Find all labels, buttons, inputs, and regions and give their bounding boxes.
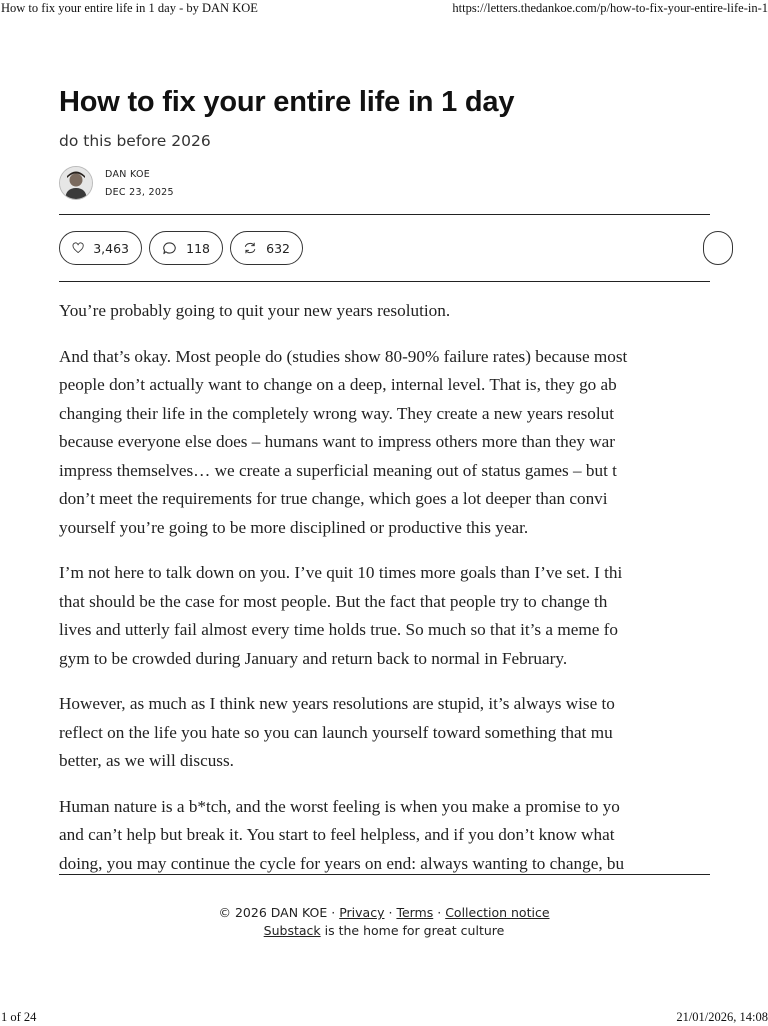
privacy-link[interactable]: Privacy [339, 905, 385, 920]
divider [59, 214, 710, 215]
print-header [0, 1, 768, 17]
restack-arrows-icon [243, 240, 257, 256]
author-name[interactable]: DAN KOE [105, 169, 151, 180]
restack-count: 632 [266, 240, 290, 256]
article-header [59, 84, 710, 206]
paragraph: And that’s okay. Most people do (studies show 80-90% failure rates) because most people don’t actually want to change on a deep, internal level. That is, they go ab changing their life in the completely wrong way. They create a new years resolut because everyone else does – humans want to impress others more than they war impress themselves… we create a superficial meaning out of status games – but t don’t meet the requirements for true change, which goes a lot deeper than convi yourself you’re going to be more disciplined or productive this year. [59, 346, 628, 537]
heart-icon [72, 240, 84, 256]
comment-count: 118 [186, 240, 210, 256]
paragraph: However, as much as I think new years resolutions are stupid, it’s always wise to reflect on the life you hate so you can launch yourself toward something that mu better, as we will discuss. [59, 694, 615, 770]
terms-link[interactable]: Terms [396, 905, 434, 920]
tagline: is the home for great culture [324, 923, 505, 938]
substack-link[interactable]: Substack [263, 923, 321, 938]
print-timestamp: 21/01/2026, 14:08 [676, 1010, 768, 1024]
copyright-text: © 2026 DAN KOE · [218, 905, 336, 920]
page-number: 1 of 24 [1, 1010, 37, 1024]
restack-button[interactable] [230, 231, 303, 265]
site-footer: © 2026 DAN KOE · Privacy · Terms · Collection notice Substack is the home for great culture [218, 905, 550, 938]
print-header-url: https://letters.thedankoe.com/p/how-to-fix-your-entire-life-in-1 [452, 1, 768, 15]
speech-bubble-icon [162, 240, 177, 256]
comment-button[interactable] [149, 231, 223, 265]
like-count: 3,463 [93, 240, 129, 256]
print-header-title: How to fix your entire life in 1 day - by DAN KOE [1, 1, 258, 15]
post-date: DEC 23, 2025 [105, 187, 174, 198]
divider [59, 874, 710, 875]
byline [59, 166, 710, 206]
author-avatar[interactable] [59, 166, 93, 200]
collection-notice-link[interactable]: Collection notice [445, 905, 550, 920]
share-button[interactable] [703, 231, 733, 265]
paragraph: I’m not here to talk down on you. I’ve quit 10 times more goals than I’ve set. I thi that should be the case for most people. But the fact that people try to change th lives and utterly fail almost every time holds true. So much so that it’s a meme fo gym to be crowded during January and return back to normal in February. [59, 563, 623, 668]
divider [59, 281, 710, 282]
post-actions [59, 231, 719, 267]
post-subtitle: do this before 2026 [59, 132, 211, 150]
like-button[interactable] [59, 231, 142, 265]
paragraph: Human nature is a b*tch, and the worst feeling is when you make a promise to yo and can’t help but break it. You start to feel helpless, and if you don’t know what doing, you may continue the cycle for years on end: always wanting to change, bu [59, 796, 625, 873]
paragraph: You’re probably going to quit your new years resolution. [59, 301, 451, 320]
post-title: How to fix your entire life in 1 day [59, 86, 515, 118]
post-body [59, 297, 710, 875]
